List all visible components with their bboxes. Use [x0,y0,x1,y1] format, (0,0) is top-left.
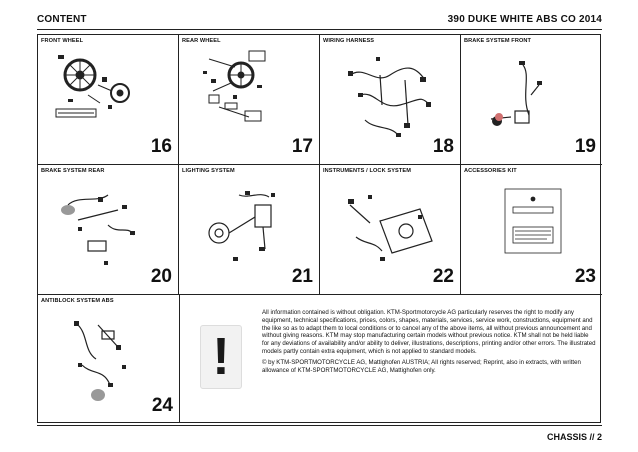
page-number: 20 [150,266,172,287]
header-model-label: 390 DUKE WHITE ABS CO 2014 [447,14,602,25]
cell-title: LIGHTING SYSTEM [182,168,235,174]
cell-title: WIRING HARNESS [323,38,375,44]
page-number: 24 [151,395,173,416]
page-number: 22 [432,266,454,287]
page-number: 18 [432,136,454,157]
legal-notice [180,295,601,423]
cell-brake-system-front[interactable] [461,35,602,165]
cell-title: ANTIBLOCK SYSTEM ABS [41,298,114,304]
footer-rule [37,425,602,426]
cell-rear-wheel[interactable] [179,35,320,165]
page-number: 19 [574,136,596,157]
cell-front-wheel[interactable] [38,35,179,165]
cell-lighting-system[interactable] [179,165,320,295]
cell-wiring-harness[interactable] [320,35,461,165]
page-number: 16 [150,136,172,157]
footer-section-label: CHASSIS // 2 [546,432,602,442]
cell-title: REAR WHEEL [182,38,221,44]
notice-text [262,309,596,377]
cell-instruments-lock-system[interactable] [320,165,461,295]
page-number: 17 [291,136,313,157]
content-grid [37,34,601,423]
cell-title: BRAKE SYSTEM REAR [41,168,105,174]
warning-exclamation-icon: ! [200,325,242,389]
header-content-label: CONTENT [37,14,87,25]
cell-antiblock-system-abs[interactable] [38,295,180,423]
cell-accessories-kit[interactable] [461,165,602,295]
page-number: 23 [574,266,596,287]
header-rule [37,29,602,30]
cell-title: FRONT WHEEL [41,38,84,44]
notice-copyright: © by KTM-SPORTMOTORCYCLE AG, Mattighofen AUSTRIA; All rights reserved; Reprint, also in extracts, with written allowance of KTM-SPORTMOTORCYCLE AG, Mattighofen only. [262,358,581,374]
cell-title: ACCESSORIES KIT [464,168,517,174]
notice-disclaimer: All information contained is without obligation. KTM-Sportmotorcycle AG particularly reserves the right to modify any equipment, technical specifications, prices, colors, shapes, materials, services, service work, constructions, equipment and the like so as to adapt them to local conditions or to cancel any of the above items, all without previous announcement and without giving reasons. KTM may stop manufacturing certain models without previous notice. KTM shall not be held liable for any deviations of availability and/or ability to deliver, illustrations, descriptions, printing and/or other errors. The illustrated models partly contain extra equipment, which is not applied to standard models. [262,309,596,355]
cell-brake-system-rear[interactable] [38,165,179,295]
page-number: 21 [291,266,313,287]
cell-title: INSTRUMENTS / LOCK SYSTEM [323,168,411,174]
cell-title: BRAKE SYSTEM FRONT [464,38,532,44]
